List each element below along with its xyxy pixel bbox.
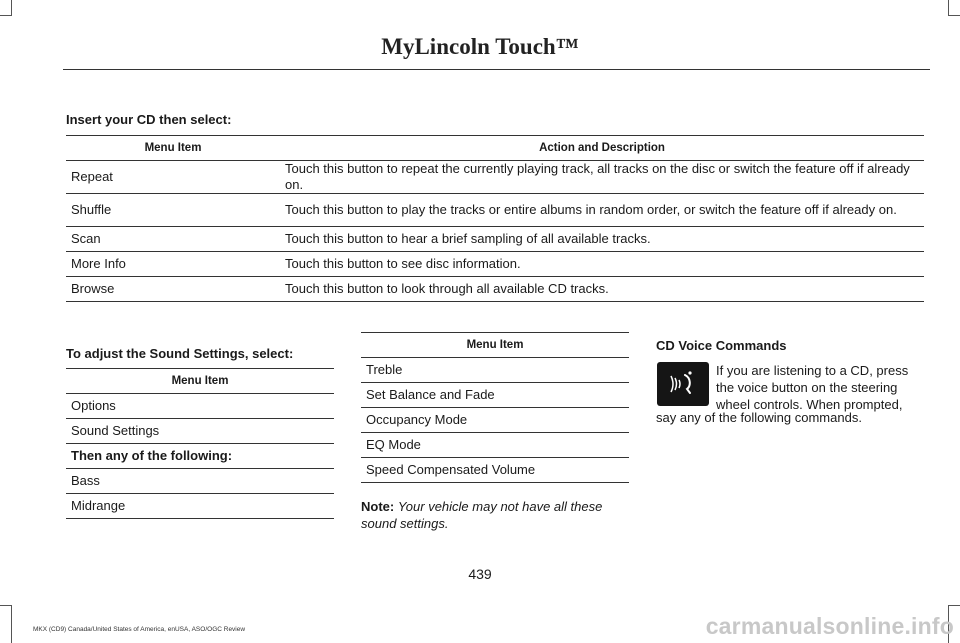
crop-mark <box>0 605 12 606</box>
note-label: Note: <box>361 499 395 514</box>
table-row <box>66 469 334 494</box>
crop-mark <box>0 15 12 16</box>
intro-text: Insert your CD then select: <box>66 112 232 127</box>
note-paragraph <box>361 498 631 532</box>
menu-item-cell: Browse <box>71 281 115 296</box>
cd-voice-heading: CD Voice Commands <box>656 338 787 353</box>
table-row <box>361 458 629 483</box>
table-row <box>66 252 924 277</box>
column-header-menu-item: Menu Item <box>466 339 524 351</box>
menu-item-cell: Bass <box>71 473 100 488</box>
cd-voice-text: If you are listening to a CD, press the voice button on the steering wheel controls. When prompted, <box>716 363 909 412</box>
table-row <box>66 444 334 469</box>
table-row <box>361 383 629 408</box>
menu-item-cell: EQ Mode <box>366 437 421 452</box>
description-cell: Touch this button to repeat the currently playing track, all tracks on the disc or switch the feature off if already on. <box>285 161 910 192</box>
description-cell: Touch this button to look through all available CD tracks. <box>285 281 609 296</box>
menu-item-cell: Speed Compensated Volume <box>366 462 536 477</box>
table-row <box>66 194 924 227</box>
menu-item-cell: Scan <box>71 231 101 246</box>
menu-item-cell: Then any of the following: <box>71 448 233 463</box>
table-row <box>66 494 334 519</box>
sound-menu-table-right <box>361 332 629 483</box>
menu-item-cell: Shuffle <box>71 202 112 217</box>
table-row <box>66 419 334 444</box>
note-text: Your vehicle may not have all these sound settings. <box>361 499 603 531</box>
table-row <box>66 394 334 419</box>
footer-text: MKX (CD9) Canada/United States of America, enUSA, ASO/OGC Review <box>33 626 246 633</box>
table-row <box>66 227 924 252</box>
page-number: 439 <box>468 566 492 582</box>
crop-mark <box>11 605 12 643</box>
page-title: MyLincoln Touch™ <box>381 34 579 59</box>
menu-item-cell: More Info <box>71 256 126 271</box>
description-cell: Touch this button to see disc information. <box>285 256 521 271</box>
voice-button-icon <box>657 362 709 406</box>
column-header-action: Action and Description <box>539 142 665 154</box>
crop-mark <box>948 605 960 606</box>
table-row <box>361 408 629 433</box>
table-row <box>361 358 629 383</box>
cd-voice-text-continued: say any of the following commands. <box>656 410 862 425</box>
crop-mark <box>948 0 949 16</box>
column-header-menu-item: Menu Item <box>171 375 229 387</box>
table-row <box>66 277 924 302</box>
menu-item-cell: Sound Settings <box>71 423 160 438</box>
menu-item-cell: Options <box>71 398 116 413</box>
menu-item-cell: Set Balance and Fade <box>366 387 495 402</box>
table-row <box>361 433 629 458</box>
description-cell: Touch this button to play the tracks or entire albums in random order, or switch the feature off if already on. <box>285 202 897 217</box>
menu-item-cell: Repeat <box>71 169 113 184</box>
crop-mark <box>11 0 12 16</box>
menu-item-cell: Treble <box>366 362 403 377</box>
watermark: carmanualsonline.info <box>705 613 954 639</box>
crop-mark <box>948 15 960 16</box>
column-header-menu-item: Menu Item <box>144 142 202 154</box>
table-row <box>66 161 924 194</box>
cd-menu-table <box>66 135 924 302</box>
description-cell: Touch this button to hear a brief sampling of all available tracks. <box>285 231 651 246</box>
menu-item-cell: Midrange <box>71 498 126 513</box>
header-divider <box>63 69 930 70</box>
sound-menu-table-left <box>66 368 334 519</box>
menu-item-cell: Occupancy Mode <box>366 412 468 427</box>
sound-settings-heading: To adjust the Sound Settings, select: <box>66 346 294 361</box>
